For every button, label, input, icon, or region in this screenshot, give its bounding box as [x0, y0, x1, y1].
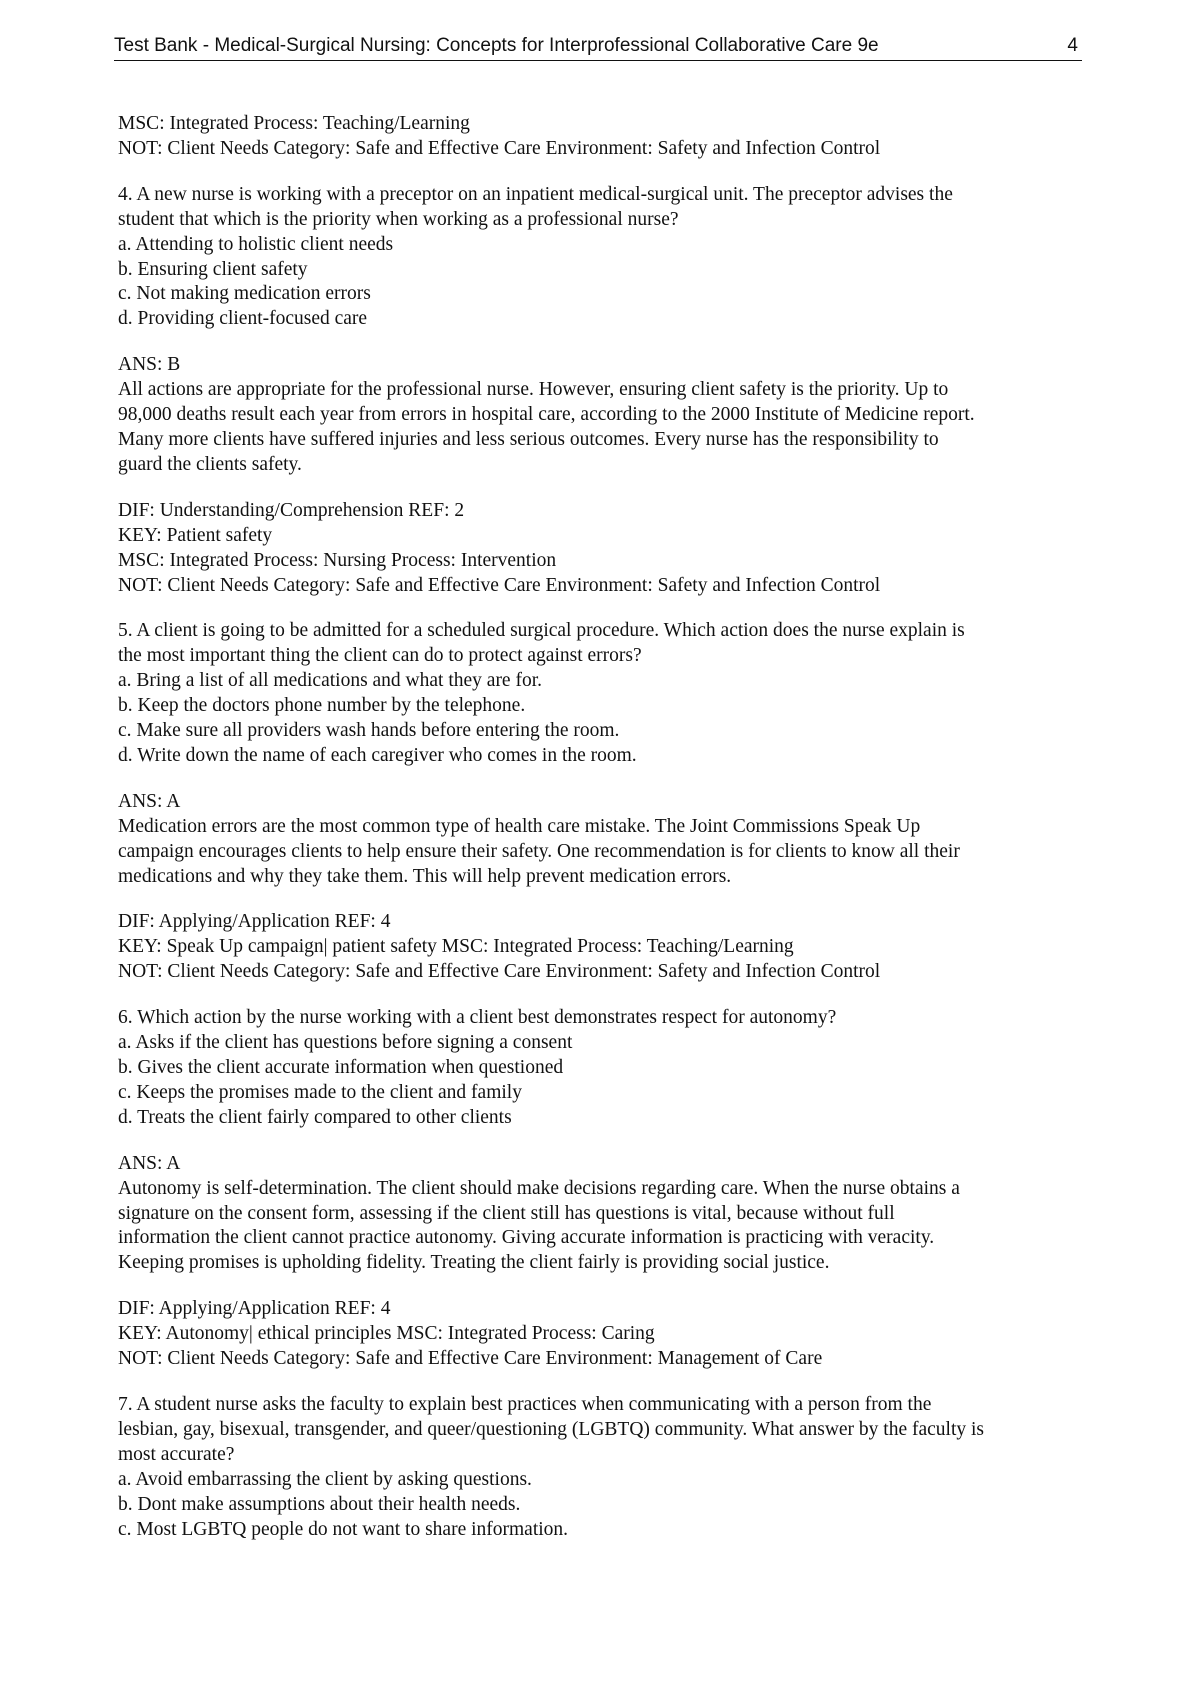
text-line: c. Make sure all providers wash hands before entering the room. — [118, 720, 620, 742]
text-line: DIF: Understanding/Comprehension REF: 2 — [118, 499, 465, 521]
text-line: d. Treats the client fairly compared to other clients — [118, 1106, 512, 1128]
block-q5 — [118, 619, 1093, 768]
text-line: DIF: Applying/Application REF: 4 — [118, 911, 391, 933]
document-body — [118, 112, 1093, 1542]
text-line: b. Keep the doctors phone number by the telephone. — [118, 695, 526, 717]
paragraph-gap — [118, 1276, 1093, 1297]
text-line: b. Gives the client accurate information when questioned — [118, 1057, 564, 1078]
text-line: 4. A new nurse is working with a preceptor on an inpatient medical-surgical unit. The preceptor advises the — [118, 183, 953, 205]
text-line: Medication errors are the most common type of health care mistake. The Joint Commissions Speak Up — [118, 815, 921, 837]
text-line: NOT: Client Needs Category: Safe and Effective Care Environment: Safety and Infection Control — [118, 137, 881, 159]
paragraph-gap — [118, 598, 1093, 619]
text-line: 7. A student nurse asks the faculty to explain best practices when communicating with a person from the — [118, 1393, 932, 1415]
text-line: guard the clients safety. — [118, 453, 302, 475]
text-line: Keeping promises is upholding fidelity. Treating the client fairly is providing social justice. — [118, 1252, 830, 1274]
block-q4-answer — [118, 353, 1093, 478]
text-line: DIF: Applying/Application REF: 4 — [118, 1298, 391, 1320]
text-line: b. Ensuring client safety — [118, 258, 308, 280]
page-header — [114, 34, 1082, 61]
text-line: MSC: Integrated Process: Nursing Process: Intervention — [118, 549, 557, 571]
text-line: a. Bring a list of all medications and what they are for. — [118, 670, 543, 692]
text-line: d. Write down the name of each caregiver who comes in the room. — [118, 744, 637, 766]
text-line: NOT: Client Needs Category: Safe and Effective Care Environment: Safety and Infection Control — [118, 574, 881, 596]
paragraph-gap — [118, 985, 1093, 1006]
paragraph-gap — [118, 1131, 1093, 1152]
text-line: c. Keeps the promises made to the client and family — [118, 1081, 522, 1103]
block-q4 — [118, 183, 1093, 332]
text-line: 98,000 deaths result each year from errors in hospital care, according to the 2000 Institute of Medicine report. — [118, 404, 975, 426]
text-line: a. Attending to holistic client needs — [118, 233, 394, 255]
paragraph-gap — [118, 889, 1093, 910]
block-q6 — [118, 1006, 1093, 1131]
text-line: the most important thing the client can do to protect against errors? — [118, 645, 642, 667]
text-line: KEY: Autonomy| ethical principles MSC: Integrated Process: Caring — [118, 1323, 655, 1345]
paragraph-gap — [118, 162, 1093, 183]
paragraph-gap — [118, 769, 1093, 790]
text-line: most accurate? — [118, 1443, 235, 1465]
text-line: MSC: Integrated Process: Teaching/Learning — [118, 113, 470, 134]
text-line: Many more clients have suffered injuries and less serious outcomes. Every nurse has the responsibility to — [118, 428, 939, 450]
text-line: medications and why they take them. This will help prevent medication errors. — [118, 865, 732, 887]
text-line: student that which is the priority when working as a professional nurse? — [118, 208, 679, 230]
text-line: 6. Which action by the nurse working with a client best demonstrates respect for autonomy? — [118, 1007, 837, 1029]
block-q5-answer — [118, 790, 1093, 890]
text-line: c. Most LGBTQ people do not want to share information. — [118, 1518, 569, 1540]
text-line: ANS: B — [118, 354, 181, 376]
text-line: NOT: Client Needs Category: Safe and Effective Care Environment: Safety and Infection Control — [118, 961, 881, 983]
block-q6-answer — [118, 1152, 1093, 1277]
block-prev-meta — [118, 112, 1093, 162]
block-q4-meta — [118, 499, 1093, 599]
text-line: d. Providing client-focused care — [118, 308, 368, 330]
paragraph-gap — [118, 478, 1093, 499]
block-q5-meta — [118, 910, 1093, 985]
text-line: ANS: A — [118, 790, 181, 812]
page-number: 4 — [1067, 35, 1078, 56]
paragraph-gap — [118, 332, 1093, 353]
text-line: 5. A client is going to be admitted for a scheduled surgical procedure. Which action does the nurse explain is — [118, 620, 965, 642]
text-line: c. Not making medication errors — [118, 283, 371, 305]
text-line: signature on the consent form, assessing if the client still has questions is vital, because without full — [118, 1202, 895, 1224]
text-line: Autonomy is self-determination. The client should make decisions regarding care. When the nurse obtains a — [118, 1177, 960, 1199]
text-line: campaign encourages clients to help ensure their safety. One recommendation is for clients to know all their — [118, 840, 960, 862]
text-line: b. Dont make assumptions about their health needs. — [118, 1493, 521, 1515]
block-q7 — [118, 1393, 1093, 1542]
text-line: lesbian, gay, bisexual, transgender, and queer/questioning (LGBTQ) community. What answer by the faculty is — [118, 1418, 985, 1440]
text-line: KEY: Speak Up campaign| patient safety MSC: Integrated Process: Teaching/Learning — [118, 936, 794, 958]
text-line: NOT: Client Needs Category: Safe and Effective Care Environment: Management of Care — [118, 1348, 823, 1370]
text-line: KEY: Patient safety — [118, 524, 273, 546]
text-line: a. Asks if the client has questions before signing a consent — [118, 1032, 573, 1054]
block-q6-meta — [118, 1297, 1093, 1372]
paragraph-gap — [118, 1372, 1093, 1393]
text-line: ANS: A — [118, 1152, 181, 1174]
text-line: a. Avoid embarrassing the client by asking questions. — [118, 1468, 532, 1490]
text-line: information the client cannot practice autonomy. Giving accurate information is practicing with veracity. — [118, 1227, 935, 1249]
text-line: All actions are appropriate for the professional nurse. However, ensuring client safety is the priority. Up to — [118, 379, 949, 401]
header-title: Test Bank - Medical-Surgical Nursing: Concepts for Interprofessional Collaborative Care 9e — [114, 35, 879, 56]
